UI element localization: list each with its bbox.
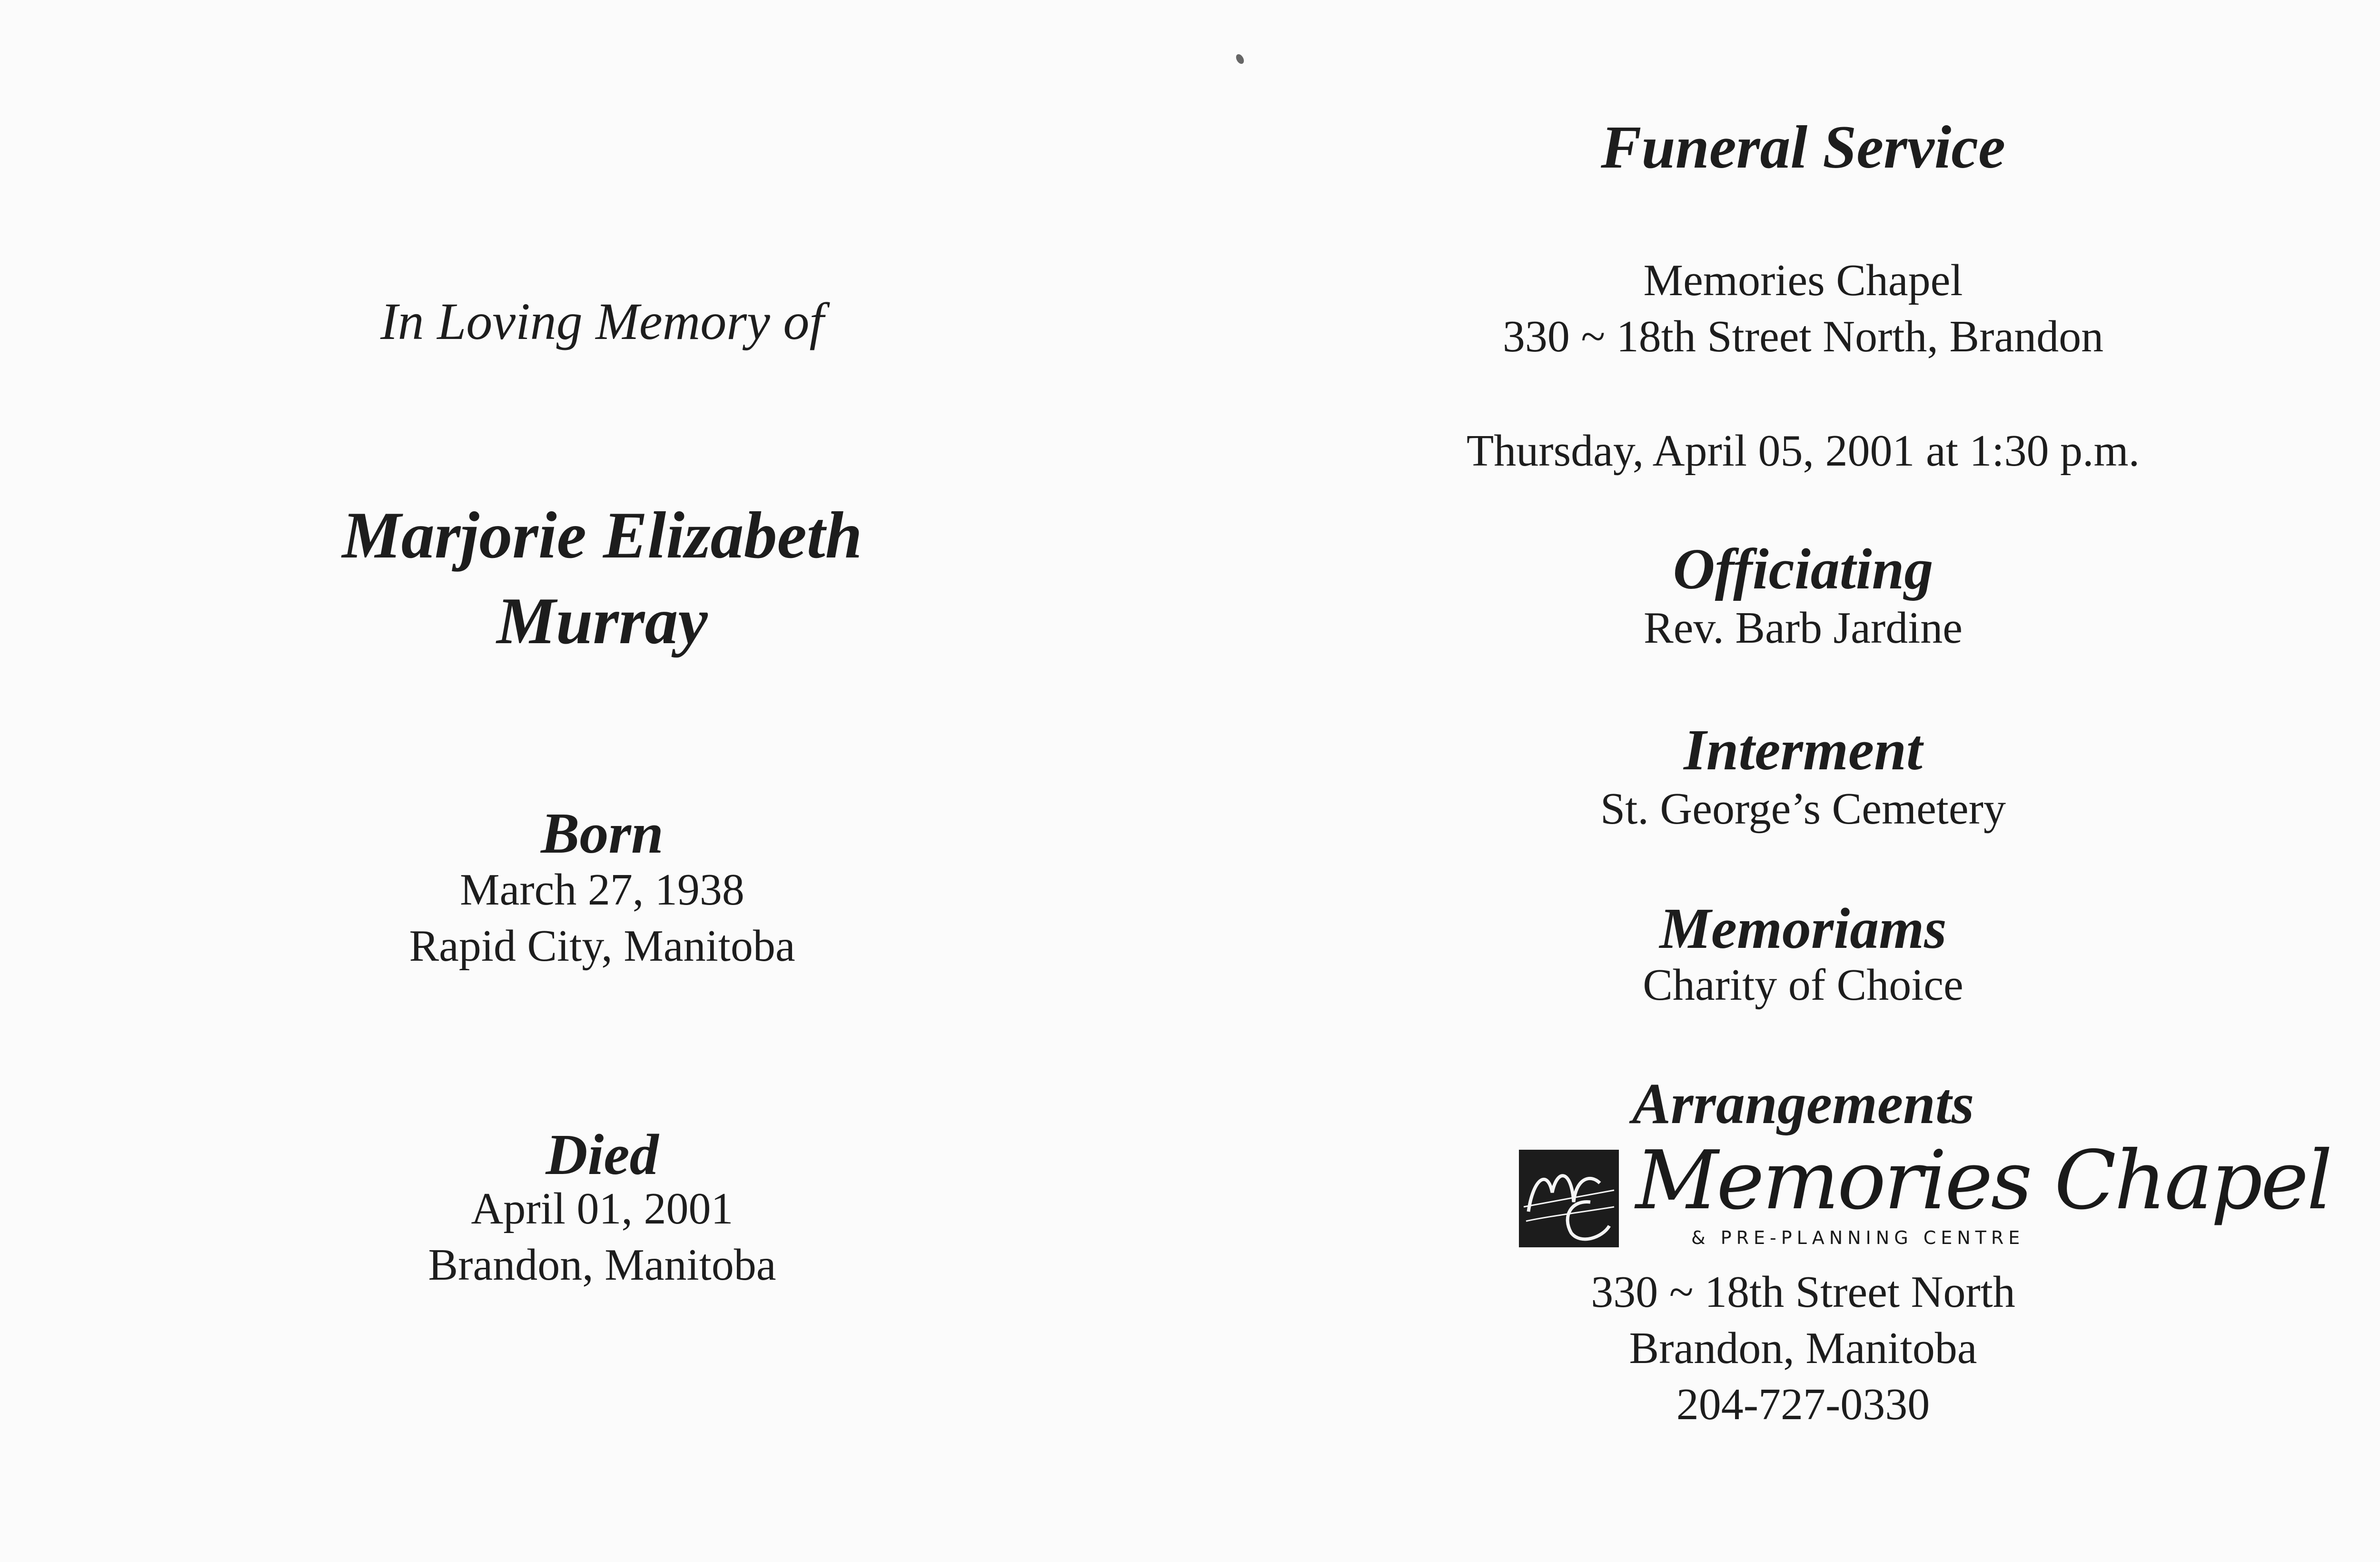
officiating-heading: Officiating <box>1673 537 1934 601</box>
died-place: Brandon, Manitoba <box>428 1240 776 1290</box>
died-heading: Died <box>545 1123 659 1187</box>
venue-block <box>1208 252 2380 365</box>
born-date: March 27, 1938 <box>460 865 744 915</box>
officiating-value: Rev. Barb Jardine <box>1644 603 1963 653</box>
funeral-service-title: Funeral Service <box>1601 113 2005 181</box>
monogram-svg <box>1519 1150 1619 1247</box>
deceased-name <box>0 493 1204 664</box>
memories-chapel-logo <box>1519 1134 2331 1250</box>
deceased-name-line1: Marjorie Elizabeth <box>342 498 863 572</box>
right-panel <box>1208 0 2380 1562</box>
died-date: April 01, 2001 <box>471 1184 734 1234</box>
born-heading: Born <box>541 801 664 866</box>
interment-heading: Interment <box>1684 718 1923 782</box>
interment-value: St. George’s Cemetery <box>1600 784 2006 834</box>
born-place: Rapid City, Manitoba <box>409 921 795 971</box>
venue-name: Memories Chapel <box>1643 256 1963 305</box>
in-loving-memory-text: In Loving Memory of <box>380 292 824 350</box>
address-line1: 330 ~ 18th Street North <box>1591 1267 2015 1317</box>
funeral-home-address <box>1208 1264 2380 1433</box>
logo-chapel-name: Memories Chapel <box>1636 1134 2331 1228</box>
memoriams-heading: Memoriams <box>1659 896 1947 961</box>
died-details <box>0 1181 1204 1293</box>
address-line2: Brandon, Manitoba <box>1629 1323 1977 1373</box>
arrangements-heading: Arrangements <box>1632 1072 1974 1136</box>
service-datetime: Thursday, April 05, 2001 at 1:30 p.m. <box>1466 426 2140 476</box>
memoriams-value: Charity of Choice <box>1643 960 1964 1010</box>
phone-number: 204-727-0330 <box>1676 1380 1930 1429</box>
logo-subtitle: & PRE-PLANNING CENTRE <box>1691 1227 2025 1248</box>
deceased-name-line2: Murray <box>496 584 708 658</box>
venue-address: 330 ~ 18th Street North, Brandon <box>1502 312 2104 361</box>
monogram-logo-icon <box>1519 1150 1619 1247</box>
born-details <box>0 862 1204 974</box>
